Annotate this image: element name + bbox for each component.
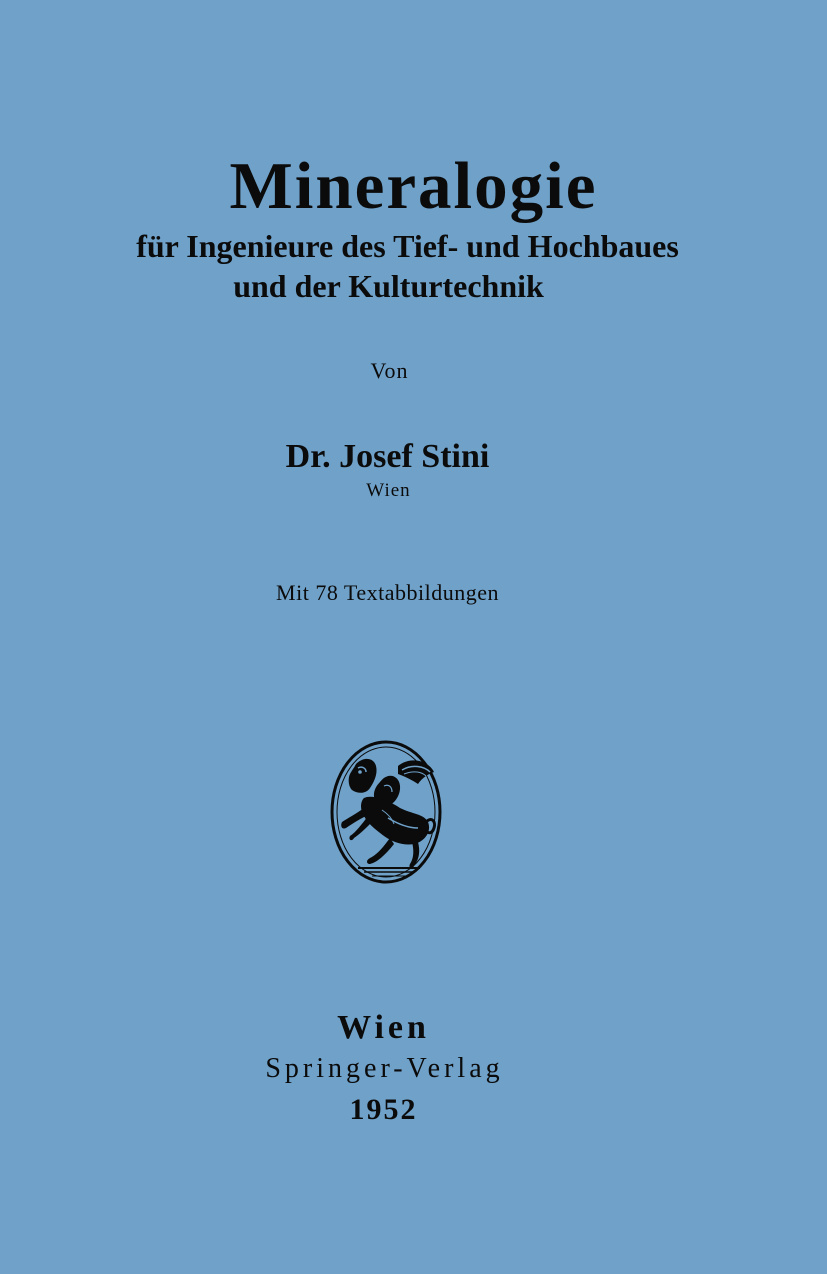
book-title: Mineralogie [229,149,598,223]
illustrations-note: Mit 78 Textabbildungen [276,580,499,605]
publisher-name: Springer-Verlag [265,1053,504,1084]
author-city: Wien [366,480,411,501]
by-label: Von [370,358,409,383]
springer-horse-rider-emblem-icon [328,738,444,886]
book-subtitle-line-1: für Ingenieure des Tief- und Hochbaues [136,228,679,264]
publication-year: 1952 [349,1093,418,1126]
publisher-city: Wien [337,1009,430,1046]
book-subtitle-line-2: und der Kulturtechnik [233,268,544,304]
author-name: Dr. Josef Stini [285,438,490,475]
